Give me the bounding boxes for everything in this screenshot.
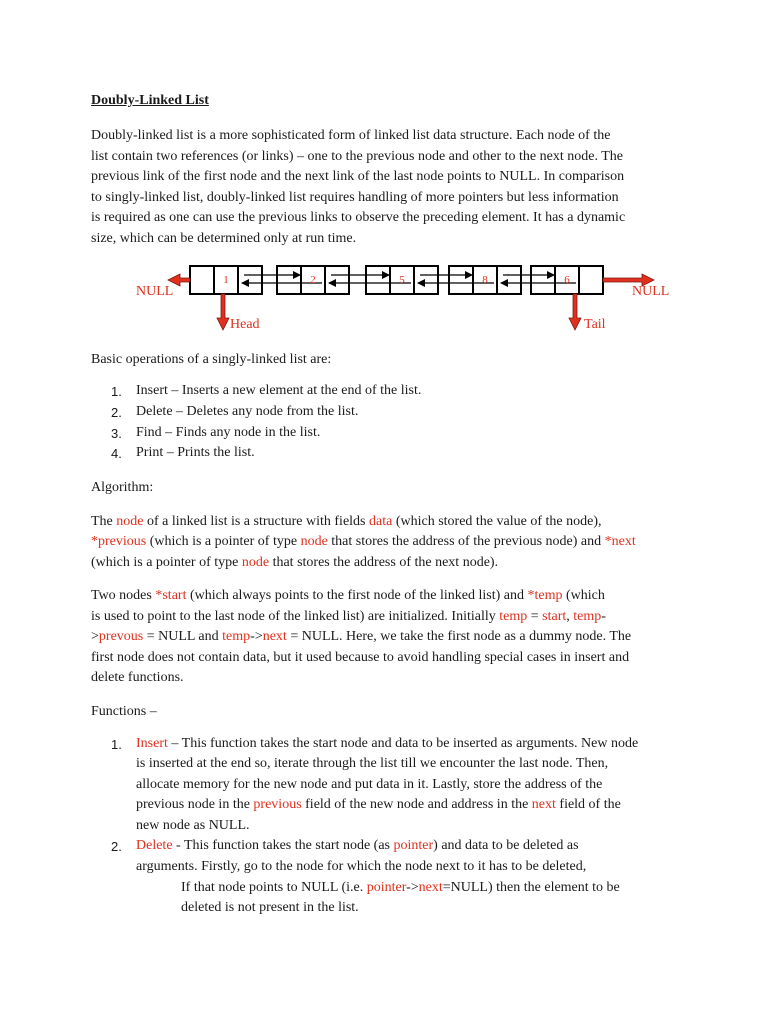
paragraph-line bbox=[91, 532, 691, 553]
paragraph-line: allocate memory for the new node and put data in it. Lastly, store the address of the bbox=[136, 777, 603, 792]
paragraph-line: delete functions. bbox=[91, 670, 184, 685]
text: If that node points to NULL (i.e. bbox=[181, 880, 367, 895]
keyword: Insert bbox=[136, 736, 168, 751]
node-value: 5 bbox=[399, 274, 405, 286]
paragraph-line: is inserted at the end so, iterate through the list till we encounter the last node. Then, bbox=[136, 756, 609, 771]
node-value: 8 bbox=[482, 274, 488, 286]
head-label: Head bbox=[230, 317, 260, 332]
paragraph-line: new node as NULL. bbox=[136, 818, 250, 833]
list-number: 1. bbox=[111, 737, 122, 752]
null-left-label: NULL bbox=[136, 284, 174, 299]
operations-heading: Basic operations of a singly-linked list are: bbox=[91, 352, 332, 367]
text: that stores the address of the previous node) and bbox=[327, 534, 605, 549]
text: -> bbox=[406, 880, 419, 895]
paragraph-line bbox=[91, 627, 691, 648]
head-arrow bbox=[217, 294, 229, 330]
paragraph-line bbox=[91, 512, 691, 533]
paragraph-line bbox=[136, 838, 579, 854]
keyword: temp bbox=[222, 629, 251, 644]
keyword: pointer bbox=[393, 838, 434, 853]
paragraph-line bbox=[91, 553, 691, 574]
list-number: 4. bbox=[111, 446, 122, 461]
keyword: node bbox=[116, 514, 144, 529]
list-number: 3. bbox=[111, 426, 122, 441]
keyword: pointer bbox=[366, 880, 407, 895]
keyword: start bbox=[542, 609, 567, 624]
paragraph-line: deleted is not present in the list. bbox=[181, 900, 359, 915]
intro-line: Doubly-linked list is a more sophisticated form of linked list data structure. Each node of the bbox=[91, 128, 611, 143]
keyword: next bbox=[418, 880, 443, 895]
text: Two nodes bbox=[91, 588, 156, 603]
intro-line: size, which can be determined only at run time. bbox=[91, 231, 357, 246]
keyword: temp bbox=[573, 609, 602, 624]
text: ) and data to be deleted as bbox=[433, 838, 579, 853]
paragraph-line bbox=[136, 797, 621, 813]
node-value: 6 bbox=[564, 274, 570, 286]
text: of a linked list is a structure with fields bbox=[143, 514, 369, 529]
text: = NULL. Here, we take the first node as a dummy node. The bbox=[286, 629, 632, 644]
text: (which is a pointer of type bbox=[146, 534, 301, 549]
text: that stores the address of the next node). bbox=[269, 555, 499, 570]
keyword: temp bbox=[499, 609, 528, 624]
keyword: *start bbox=[155, 588, 187, 603]
text: previous node in the bbox=[136, 797, 254, 812]
tail-arrow bbox=[569, 294, 581, 330]
text: (which is a pointer of type bbox=[91, 555, 242, 570]
node-value: 1 bbox=[223, 274, 229, 286]
list-item: Print – Prints the list. bbox=[136, 445, 255, 460]
text: - bbox=[601, 609, 606, 624]
keyword: node bbox=[300, 534, 328, 549]
text: The bbox=[91, 514, 117, 529]
text: =NULL) then the element to be bbox=[442, 880, 620, 895]
paragraph-line: first node does not contain data, but it used because to avoid handling special cases in insert and bbox=[91, 650, 630, 665]
intro-line: list contain two references (or links) – one to the previous node and other to the next node. The bbox=[91, 149, 623, 164]
list-item: Insert – Inserts a new element at the end of the list. bbox=[136, 383, 422, 398]
paragraph-line: arguments. Firstly, go to the node for which the node next to it has to be deleted, bbox=[136, 859, 587, 874]
keyword: previous bbox=[253, 797, 302, 812]
intro-line: is required as one can use the previous links to observe the preceding element. It has a dynamic bbox=[91, 210, 626, 225]
text: field of the new node and address in the bbox=[301, 797, 532, 812]
intro-line: previous link of the first node and the next link of the last node points to NULL. In comparison bbox=[91, 169, 625, 184]
paragraph-line bbox=[181, 880, 620, 896]
text: – This function takes the start node and data to be inserted as arguments. New node bbox=[167, 736, 639, 751]
paragraph-line bbox=[136, 736, 638, 752]
text: -> bbox=[250, 629, 263, 644]
text: is used to point to the last node of the linked list) are initialized. Initially bbox=[91, 609, 500, 624]
text: > bbox=[91, 629, 99, 644]
paragraph-line bbox=[91, 586, 691, 607]
text: (which bbox=[562, 588, 605, 603]
text: (which stored the value of the node), bbox=[392, 514, 602, 529]
text: , bbox=[566, 609, 574, 624]
keyword: node bbox=[241, 555, 270, 570]
node-value: 2 bbox=[310, 274, 316, 286]
keyword: next bbox=[531, 797, 556, 812]
list-number: 2. bbox=[111, 839, 122, 854]
keyword: *next bbox=[604, 534, 636, 549]
keyword: *previous bbox=[91, 534, 147, 549]
text: = NULL and bbox=[143, 629, 223, 644]
keyword: prevous bbox=[98, 629, 144, 644]
list-item: Delete – Deletes any node from the list. bbox=[136, 404, 359, 419]
keyword: *temp bbox=[527, 588, 563, 603]
text: = bbox=[527, 609, 543, 624]
page-title: Doubly-Linked List bbox=[91, 93, 209, 108]
keyword: next bbox=[262, 629, 287, 644]
keyword: Delete bbox=[136, 838, 173, 853]
list-item: Find – Finds any node in the list. bbox=[136, 425, 321, 440]
paragraph-line bbox=[91, 607, 691, 628]
text: - This function takes the start node (as bbox=[172, 838, 394, 853]
list-number: 1. bbox=[111, 384, 122, 399]
text: field of the bbox=[555, 797, 621, 812]
null-right-label: NULL bbox=[632, 284, 670, 299]
intro-line: to singly-linked list, doubly-linked list requires handling of more pointers but less information bbox=[91, 190, 619, 205]
tail-label: Tail bbox=[584, 317, 606, 332]
algorithm-heading: Algorithm: bbox=[91, 480, 154, 495]
keyword: data bbox=[369, 514, 393, 529]
functions-heading: Functions – bbox=[91, 704, 157, 719]
text: (which always points to the first node of the linked list) and bbox=[186, 588, 528, 603]
list-number: 2. bbox=[111, 405, 122, 420]
